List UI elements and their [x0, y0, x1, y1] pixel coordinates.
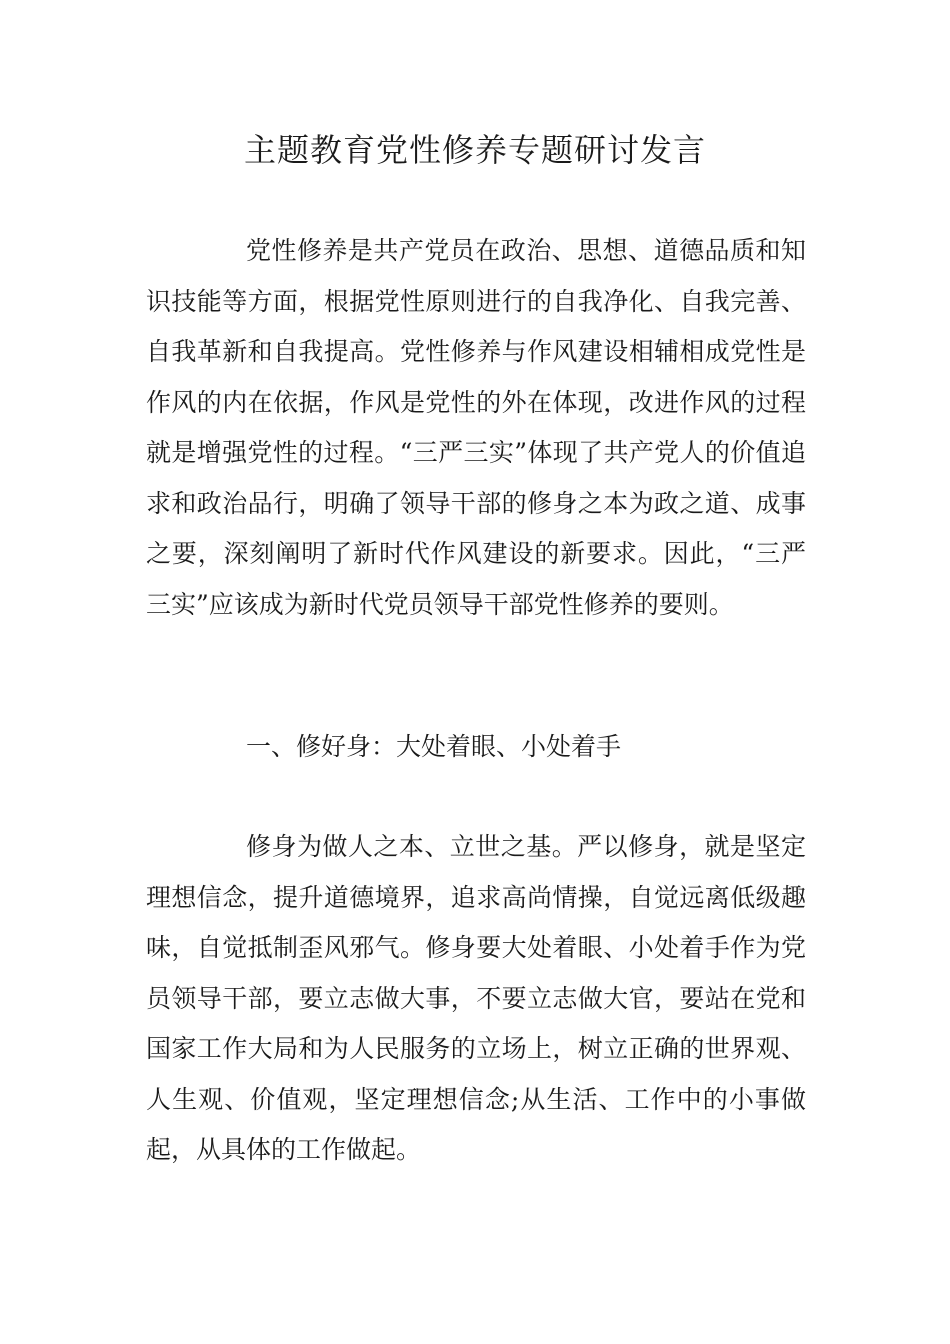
section-heading: 一、修好身：大处着眼、小处着手	[246, 732, 622, 761]
document-title: 主题教育党性修养专题研讨发言	[243, 131, 706, 169]
section-paragraph: 修身为做人之本、立世之基。严以修身，就是坚定理想信念，提升道德境界，追求高尚情操，自觉远离低级趣味，自觉抵制歪风邪气。修身要大处着眼、小处着手作为党员领导干部，要立志做大事，不要立志做大官，要站在党和国家工作大局和为人民服务的立场上，树立正确的世界观、人生观、价值观，坚定理想信念;从生活、工作中的小事做起，从具体的工作做起。	[146, 832, 806, 1164]
intro-paragraph: 党性修养是共产党员在政治、思想、道德品质和知识技能等方面，根据党性原则进行的自我净化、自我完善、自我革新和自我提高。党性修养与作风建设相辅相成党性是作风的内在依据，作风是党性的外在体现，改进作风的过程就是增强党性的过程。“三严三实”体现了共产党人的价值追求和政治品行，明确了领导干部的修身之本为政之道、成事之要，深刻阐明了新时代作风建设的新要求。因此，“三严三实”应该成为新时代党员领导干部党性修养的要则。	[146, 236, 806, 619]
